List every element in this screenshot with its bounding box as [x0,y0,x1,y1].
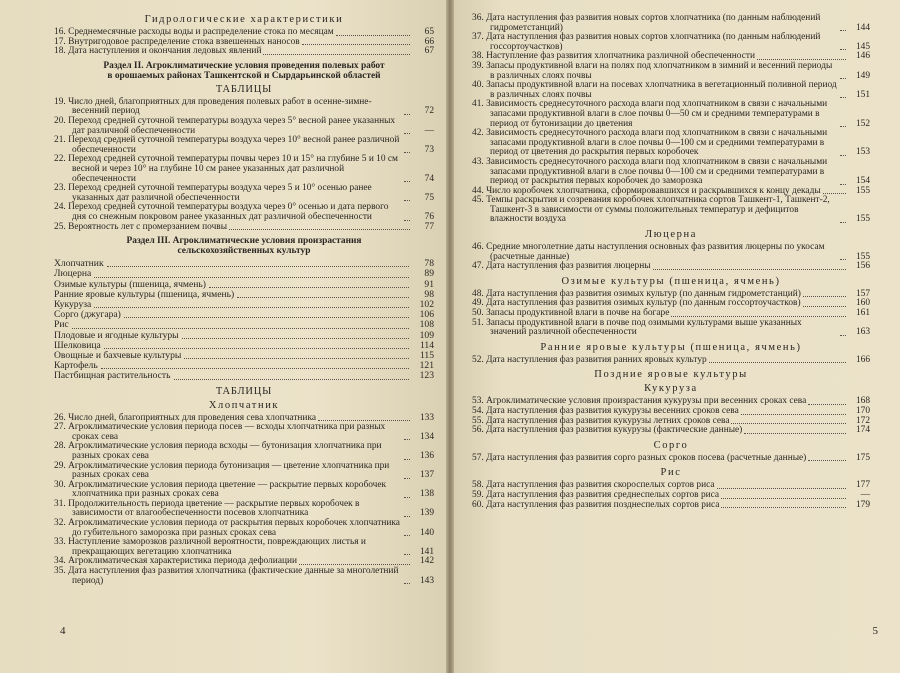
toc-entry-title: Люцерна [54,268,92,280]
toc-entry-title: 22. Переход средней суточной температуры почвы через 10 и 15° на глубине 5 и 10 см весной и через 10° на глубине 10 см ранее указанных дат различной обеспеченности [54,154,398,184]
leader-dots [107,266,409,267]
leader-dots [174,379,410,380]
section-3-line-2: сельскохозяйственных культур [177,246,311,257]
toc-entry [472,62,870,81]
right-page [450,0,900,673]
crop-list-item [54,320,434,330]
toc-entry-page: 155 [855,185,870,196]
toc-entry-title: Овощные и бахчевые культуры [54,349,182,361]
section-3-title [54,236,434,256]
toc-entry [54,117,434,136]
toc-entry-page: 156 [855,261,870,272]
leader-dots [229,229,410,230]
toc-entry-title: 46. Средние многолетние даты наступления основных фаз развития люцерны по укосам (расчетные данные) [472,242,825,262]
leader-dots [803,296,846,297]
hydro-heading: Гидрологические характеристики [144,14,344,25]
leader-dots [840,335,846,336]
toc-entry-title: 43. Зависимость среднесуточного расхода влаги под хлопчатником в связи с начальными запасами продуктивной влаги в слое почвы 0—100 см и средними температурами в период от раскрытия первых коробочек до заморозка [472,156,828,187]
toc-entry-page: 121 [419,360,434,372]
toc-entry-page: 136 [419,450,434,461]
toc-entry-page: 152 [855,118,870,129]
toc-entry [54,538,434,557]
leader-dots [721,507,846,508]
crop-list-item [54,310,434,320]
leader-dots [404,459,410,460]
toc-entry-page: 141 [419,546,434,557]
toc-entry [54,462,434,481]
leader-dots [840,30,846,31]
toc-entry-page: 175 [855,452,870,463]
toc-entry-title: 16. Среднемесячные расходы воды и распределение стока по месяцам [54,27,334,37]
leader-dots [404,478,410,479]
lucerne-heading: Люцерна [645,229,697,241]
toc-entry [54,47,434,57]
toc-entry-page: 145 [855,41,870,52]
toc-entry-title: 54. Дата наступления фаз развития кукурузы весенних сроков сева [472,406,739,416]
toc-entry-page: 151 [855,89,870,100]
toc-entry-page: 153 [855,147,870,158]
toc-entry-page: 108 [419,319,434,331]
toc-entry [472,501,870,511]
toc-entry [472,262,870,272]
leader-dots [336,35,410,36]
leader-dots [182,338,409,339]
leader-dots [757,59,846,60]
page-number-right: 5 [872,625,878,637]
cotton-heading: Хлопчатник [208,399,280,411]
toc-entry-page: 65 [424,27,434,37]
toc-entry-title: 28. Агроклиматические условия периода всходы — бутонизация хлопчатника при разных сроках сева [54,441,382,461]
leader-dots [709,362,846,363]
toc-entry-page: 109 [419,329,434,341]
toc-entry-page: 157 [855,288,870,299]
toc-entry-page: — [424,125,434,136]
leader-dots [124,317,409,318]
toc-entry-title: 19. Число дней, благоприятных для проведения полевых работ в осенне-зимне-весенний период [54,96,372,117]
toc-entry-title: 17. Внутригодовое распределение стока взвешенных наносов [54,36,300,47]
leader-dots [741,414,846,415]
toc-entry-title: 34. Агроклиматическая характеристика периода дефолиации [54,556,298,567]
crop-list-item [54,290,434,300]
leader-dots [404,152,410,153]
toc-entry-title: Рис [54,319,69,331]
winter-crops-heading: Озимые культуры (пшеница, ячмень) [561,275,781,287]
toc-entry-title: 51. Запасы продуктивной влаги в почве под озимыми культурами выше указанных значений различной обеспеченности [472,317,802,338]
toc-entry-title: Плодовые и ягодные культуры [54,329,179,341]
rice-heading: Рис [660,467,682,479]
late-spring-heading: Поздние яровые культуры [594,369,748,381]
toc-entry-title: 33. Наступление заморозков различной вероятности, повреждающих листья и прекращающих вегетацию хлопчатника [54,537,366,557]
toc-entry [472,319,870,338]
toc-entry [472,196,870,225]
leader-dots [840,49,846,50]
toc-entry-page: 168 [855,396,870,407]
toc-entry-title: 26. Число дней, благоприятных для проведения сева хлопчатника [54,412,317,423]
toc-entry [54,567,434,586]
toc-entry-page: 140 [419,527,434,538]
toc-entry [472,356,870,366]
toc-entry-title: 21. Переход средней суточной температуры воздуха через 10° весной ранее различной обеспеченности [54,135,400,155]
hydro-entries [54,28,434,57]
toc-entry-title: 25. Вероятность лет с промерзанием почвы [54,221,228,232]
sorghum-entries [472,454,870,464]
toc-entry-page: 149 [855,70,870,81]
toc-entry-page: 139 [419,508,434,519]
leader-dots [404,554,410,555]
cotton-entries [54,414,434,587]
toc-entry-title: 27. Агроклиматические условия периода посев — всходы хлопчатника при разных сроках сева [54,422,386,442]
toc-entry-page: 77 [424,221,434,232]
crop-list-item [54,259,434,269]
toc-entry [54,155,434,184]
toc-entry-page: 133 [419,412,434,423]
leader-dots [404,583,410,584]
leader-dots [404,535,410,536]
toc-entry-page: 67 [424,46,434,57]
toc-entry-page: 144 [855,22,870,33]
leader-dots [404,200,410,201]
toc-entry-page: 106 [419,309,434,321]
leader-dots [404,497,410,498]
toc-entry-title: 57. Дата наступления фаз развития сорго разных сроков посева (расчетные данные) [472,452,807,463]
toc-entry-title: 24. Переход средней суточной температуры воздуха через 0° осенью и дата первого дня со снежным покровом ранее указанных дат различной обеспеченности [54,202,389,222]
toc-entry-page: 91 [424,278,434,290]
toc-entry-title: Пастбищная растительность [54,370,171,382]
toc-entry-title: 41. Зависимость среднесуточного расхода влаги под хлопчатником в связи с начальными запасами продуктивной влаги в слое почвы 0—50 см и средними температурами в период от бутонизации до цветения [472,99,828,129]
toc-entry-page: 134 [419,431,434,442]
toc-entry-title: 58. Дата наступления фаз развития скороспелых сортов риса [472,480,715,491]
toc-entry-title: 36. Дата наступления фаз развития новых сортов хлопчатника (по данным наблюдений гидрометстанций) [472,13,821,33]
leader-dots [184,358,409,359]
leader-dots [840,78,846,79]
leader-dots [840,97,846,98]
early-spring-entries [472,356,870,366]
toc-entry-page: 72 [424,106,434,117]
toc-entry-page: 142 [419,556,434,567]
toc-entry [54,98,434,117]
toc-entry-title: Озимые культуры (пшеница, ячмень) [54,278,206,290]
leader-dots [94,307,409,308]
leader-dots [302,44,410,45]
toc-entry-title: 38. Наступление фаз развития хлопчатника различной обеспеченности [472,51,755,62]
leader-dots [101,368,409,369]
leader-dots [94,277,409,278]
toc-entry-title: 56. Дата наступления фаз развития кукурузы (фактические данные) [472,425,743,436]
toc-entry-page: 73 [424,144,434,155]
toc-entry [54,423,434,442]
toc-entry-page: 166 [855,354,870,365]
leader-dots [653,269,846,270]
toc-entry-title: Кукуруза [54,298,92,310]
toc-entry-title: 35. Дата наступления фаз развития хлопчатника (фактические данные за многолетний период) [54,566,399,586]
toc-entry-page: 161 [855,308,870,319]
toc-entry [472,454,870,464]
toc-entry-title: 39. Запасы продуктивной влаги на полях под хлопчатником в зимний и весенний периоды в различных слоях почвы [472,60,833,81]
toc-entry-title: 30. Агроклиматические условия периода цветение — раскрытие первых коробочек хлопчатника при разных сроках сева [54,479,387,500]
toc-entry-page: 160 [855,298,870,309]
toc-entry-page: 146 [855,51,870,62]
toc-entry [472,158,870,187]
tables-heading-2: ТАБЛИЦЫ [215,385,273,397]
toc-entry-page: 172 [855,415,870,426]
leader-dots [237,297,409,298]
toc-entry [472,33,870,52]
toc-entry-title: 40. Запасы продуктивной влаги на посевах хлопчатника в вегетационный поливной период в различных слоях почвы [472,80,837,100]
toc-entry-title: Ранние яровые культуры (пшеница, ячмень) [54,288,235,300]
toc-entry-title: 59. Дата наступления фаз развития среднеспелых сортов риса [472,489,720,500]
leader-dots [72,328,409,329]
leader-dots [404,133,410,134]
toc-entry-page: 137 [419,470,434,481]
toc-entry-title: Хлопчатник [54,258,104,270]
toc-entry-page: 76 [424,211,434,222]
leader-dots [744,433,846,434]
toc-entry-title: 42. Зависимость среднесуточного расхода влаги под хлопчатником в связи с начальными запасами продуктивной влаги в слое почвы 0—100 см и средними температурами в период от цветения до раскрытия первых коробочек [472,128,828,158]
corn-heading: Кукуруза [644,383,698,395]
toc-entry [472,243,870,262]
crop-list-item [54,351,434,361]
leader-dots [840,259,846,260]
leader-dots [840,222,846,223]
toc-entry-title: 23. Переход средней суточной температуры воздуха через 5 и 10° осенью ранее указанных дат различной обеспеченности [54,183,372,203]
section-2-line-2: в орошаемых районах Ташкентской и Сырдарьинской областей [107,70,381,81]
toc-entry-page: 143 [419,575,434,586]
toc-entry-title: 44. Число коробочек хлопчатника, сформировавшихся и раскрывшихся к концу декады [472,185,821,196]
toc-entry-page: 155 [855,214,870,225]
leader-dots [404,181,410,182]
section-2-entries [54,98,434,232]
leader-dots [721,498,846,499]
toc-entry-title: 49. Дата наступления фаз развития озимых культур (по данным госсортоучастков) [472,298,801,309]
toc-entry-page: 114 [419,339,434,351]
toc-entry-title: 50. Запасы продуктивной влаги в почве на богаре [472,308,670,319]
toc-entry-page: — [860,489,870,500]
toc-entry-title: 20. Переход средней суточной температуры воздуха через 5° весной ранее указанных дат различной обеспеченности [54,115,396,136]
corn-entries [472,397,870,435]
book-gutter [446,0,454,673]
leader-dots [808,460,846,461]
toc-entry-page: 75 [424,192,434,203]
toc-entry [54,519,434,538]
toc-entry-page: 138 [419,489,434,500]
toc-entry-page: 163 [855,327,870,338]
crop-list [54,259,434,381]
toc-entry-title: 53. Агроклиматические условия произрастания кукурузы при весенних сроках сева [472,396,807,407]
toc-entry [54,136,434,155]
early-spring-heading: Ранние яровые культуры (пшеница, ячмень) [540,341,802,353]
leader-dots [803,306,846,307]
toc-entry-title: 47. Дата наступления фаз развития люцерны [472,261,651,272]
leader-dots [209,287,409,288]
toc-entry [472,129,870,158]
toc-entry-page: 177 [855,480,870,491]
leader-dots [808,404,846,405]
toc-entry-page: 174 [855,425,870,436]
crop-list-item [54,371,434,381]
leader-dots [731,423,846,424]
lucerne-entries [472,243,870,272]
toc-entry-title: 29. Агроклиматические условия периода бутонизация — цветение хлопчатника при разных сроках сева [54,460,390,481]
toc-entry-page: 102 [419,298,434,310]
toc-entry-page: 123 [419,370,434,382]
toc-entry-title: 31. Продолжительность периода цветение — раскрытие первых коробочек в зависимости от влагообеспеченности посевов хлопчатника [54,498,360,519]
leader-dots [717,488,846,489]
leader-dots [840,184,846,185]
toc-entry-title: 48. Дата наступления фаз развития озимых культур (по данным гидрометстанций) [472,288,801,299]
toc-entry-page: 115 [419,349,434,361]
toc-entry [54,184,434,203]
toc-entry-title: 32. Агроклиматические условия периода от раскрытия первых коробочек хлопчатника до губительного заморозка при разных сроках сева [54,518,400,538]
toc-entry [472,100,870,129]
leader-dots [263,54,410,55]
crop-list-item [54,269,434,279]
winter-crops-entries [472,290,870,338]
toc-entry [472,426,870,436]
toc-entry [54,203,434,222]
toc-entry-title: Шелковица [54,339,101,351]
toc-entry-title: Сорго (джугара) [54,309,121,321]
toc-entry-page: 74 [424,173,434,184]
tables-heading-1: ТАБЛИЦЫ [215,83,273,95]
toc-entry-page: 89 [424,268,434,280]
toc-entry [54,442,434,461]
leader-dots [404,114,410,115]
leader-dots [299,564,410,565]
section-2-line-1: Раздел II. Агроклиматические условия проведения полевых работ [103,60,385,71]
toc-entry-title: 60. Дата наступления фаз развития позднеспелых сортов риса [472,499,720,510]
toc-entry-page: 98 [424,288,434,300]
toc-entry [54,481,434,500]
section-2-title [54,61,434,81]
toc-entry [54,223,434,233]
cotton-continued-entries [472,14,870,225]
leader-dots [404,220,410,221]
toc-entry [472,14,870,33]
crop-list-item [54,331,434,341]
toc-entry-page: 155 [855,251,870,262]
sorghum-heading: Сорго [653,439,689,451]
leader-dots [104,348,409,349]
toc-entry-title: 37. Дата наступления фаз развития новых сортов хлопчатника (по данным наблюдений госсортоучастков) [472,32,821,52]
toc-entry-page: 170 [855,406,870,416]
leader-dots [840,126,846,127]
toc-entry-page: 66 [424,36,434,47]
leader-dots [404,516,410,517]
toc-entry-title: 55. Дата наступления фаз развития кукурузы летних сроков сева [472,415,730,426]
toc-entry-page: 154 [855,176,870,187]
leader-dots [840,155,846,156]
section-3-line-1: Раздел III. Агроклиматические условия произрастания [126,236,362,247]
toc-entry-page: 179 [855,499,870,510]
leader-dots [318,420,410,421]
rice-entries [472,481,870,510]
toc-entry-page: 78 [424,258,434,270]
toc-entry [472,81,870,100]
leader-dots [671,316,846,317]
toc-entry [54,500,434,519]
toc-entry-title: 52. Дата наступления фаз развития ранних яровых культур [472,354,707,365]
toc-entry-title: Картофель [54,360,98,372]
toc-entry-title: 45. Темпы раскрытия и созревания коробочек хлопчатника сортов Ташкент-1, Ташкент-2, Ташкент-3 в зависимости от суммы положительных температур и дефицитов влажности воздуха [472,195,830,225]
leader-dots [404,439,410,440]
page-number-left: 4 [60,625,66,637]
toc-entry-title: 18. Дата наступления и окончания ледовых явлений [54,46,262,57]
